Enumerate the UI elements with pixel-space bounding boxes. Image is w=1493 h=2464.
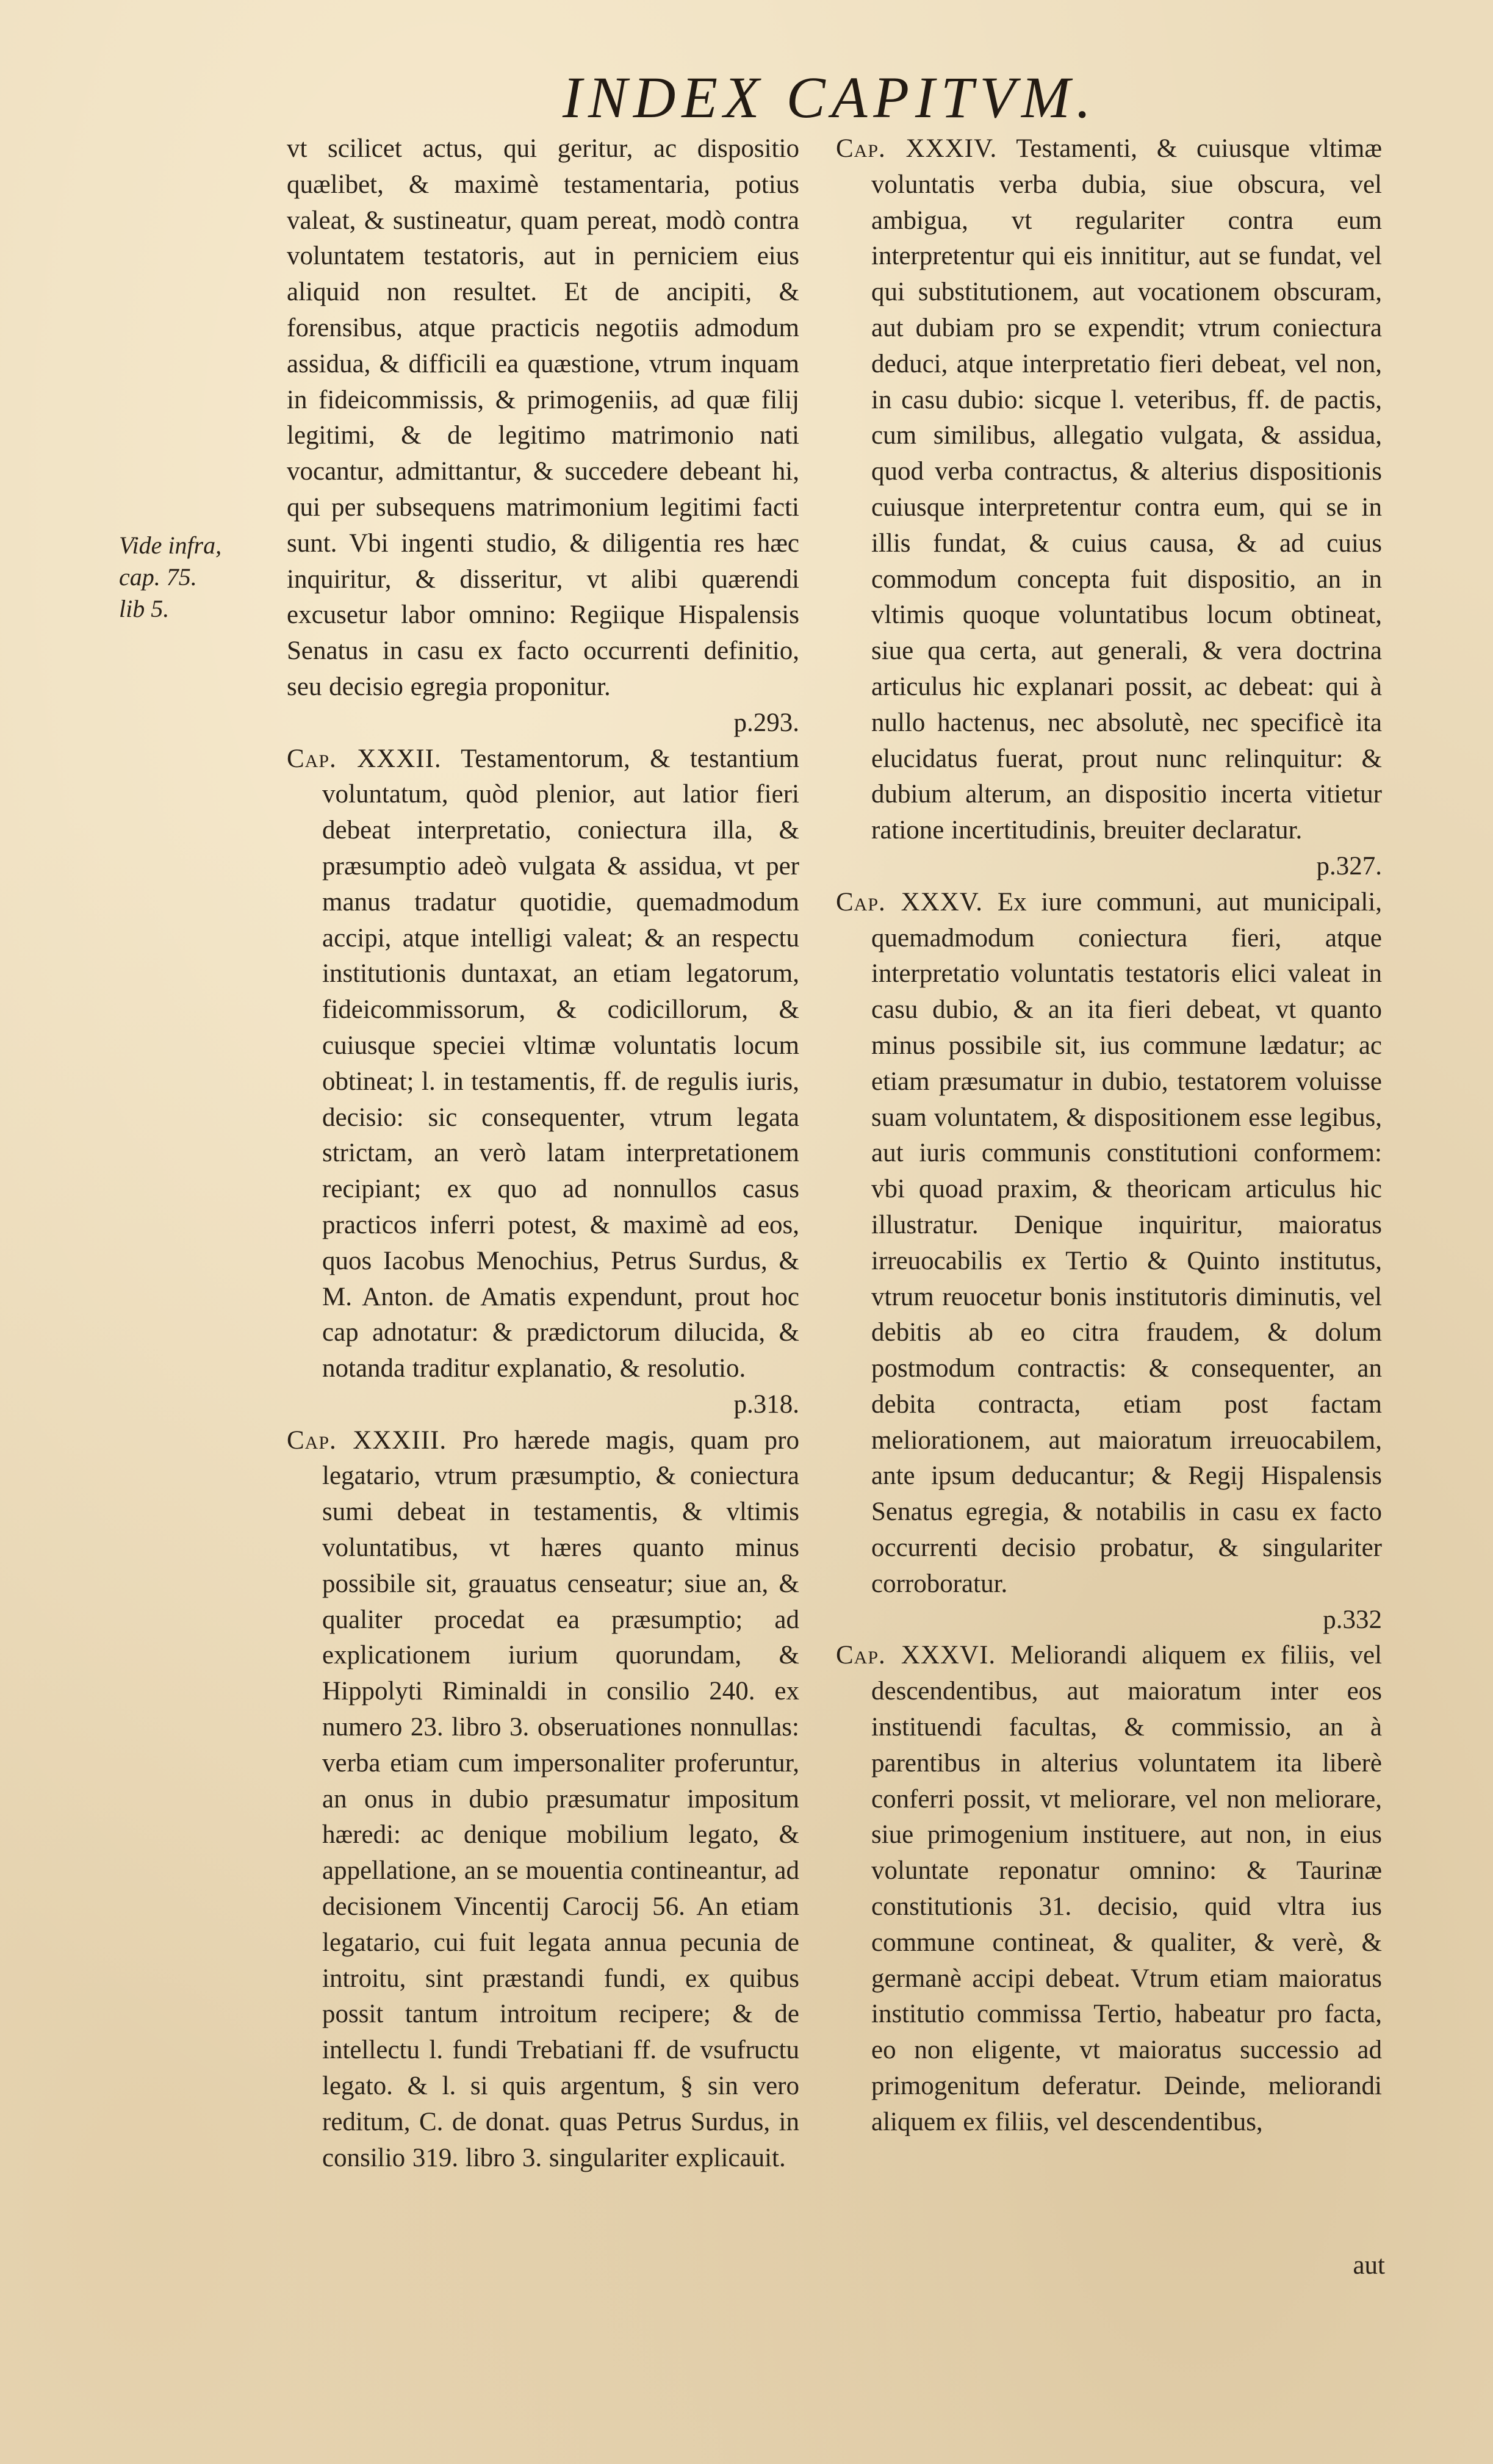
chapter-label: Cap. XXXIII. [287,1425,447,1455]
chapter-entry [836,131,1382,885]
chapter-entry [287,1423,799,2177]
marginal-note-line: cap. 75. [119,563,197,591]
page-reference: p.318. [733,1389,799,1419]
chapter-entry [836,1638,1382,2140]
chapter-entry [287,741,799,1423]
chapter-summary: Testamenti, & cuiusque vltimæ voluntatis verba dubia, siue obscura, vel ambigua, vt regulariter contra eum interpretentur qui eis innititur, aut se fundat, vel qui substitutionem, aut vocationem obscuram, aut dubiam pro se expendit; vtrum coniectura deduci, atque interpretatio fieri debeat, vel non, in casu dubio: sicque l. veteribus, ff. de pactis, cum similibus, allegatio vulgata, & assidua, quod verba contractus, & alterius dispositionis cuiusque interpretentur contra eum, qui se in illis fundat, & cuius causa, & ad cuius commodum concepta fuit dispositio, an in vltimis quoque voluntatibus locum obtineat, siue qua certa, aut generali, & vera doctrina articulus hic explanari possit, ac debeat: qui à nullo hactenus, nec absolutè, nec specificè ita elucidatus fuerat, prout nunc relinquitur: & dubium alterum, an dispositio incerta vitietur ratione incertitudinis, breuiter declaratur. [871,134,1382,845]
marginal-note [119,530,259,625]
chapter-label: Cap. XXXII. [287,744,442,773]
continued-entry [287,131,799,741]
right-column [836,131,1382,2141]
page-reference: p.293. [733,708,799,737]
marginal-note-line: lib 5. [119,595,170,622]
page-reference: p.327. [1316,851,1382,881]
chapter-summary: Pro hærede magis, quam pro legatario, vtrum præsumptio, & coniectura sumi debeat in testamentis, & vltimis voluntatibus, vt hæres quanto minus possibile sit, grauatus censeatur; siue an, & qualiter procedat ea præsumptio; ad explicationem iurium quorundam, & Hippolyti Riminaldi in consilio 240. ex numero 23. libro 3. obseruationes nonnullas: verba etiam cum impersonaliter proferuntur, an onus in dubio præsumatur impositum hæredi: ac denique mobilium legato, & appellatione, an se mouentia contineantur, ad decisionem Vincentij Carocij 56. An etiam legatario, cui fuit legata annua pecunia de introitu, sint præstandi fundi, ex quibus possit tantum introitum recipere; & de intellectu l. fundi Trebatiani ff. de vsufructu legato. & l. si quis argentum, § sin vero reditum, C. de donat. quas Petrus Surdus, in consilio 319. libro 3. singulariter explicauit. [322,1425,799,2172]
entry-text: vt scilicet actus, qui geritur, ac dispositio quælibet, & maximè testamentaria, potius valeat, & sustineatur, quam pereat, modò contra voluntatem testatoris, aut in perniciem eius aliquid non resultet. Et de ancipiti, & forensibus, atque practicis negotiis admodum assidua, & difficili ea quæstione, vtrum inquam in fideicommissis, & primogeniis, ad quæ filij legitimi, & de legitimo matrimonio nati vocantur, admittantur, & succedere debeant hi, qui per subsequens matrimonium legitimi facti sunt. Vbi ingenti studio, & diligentia res hæc inquiritur, & disseritur, vt alibi quærendi excusetur labor omnino: Regiique Hispalensis Senatus in casu ex facto occurrenti definitio, seu decisio egregia proponitur. [287,134,799,701]
running-head: INDEX CAPITVM. [563,65,1097,130]
marginal-note-line: Vide infra, [119,531,222,559]
chapter-label: Cap. XXXVI. [836,1641,996,1670]
chapter-summary: Meliorandi aliquem ex filiis, vel descendentibus, aut maioratum inter eos instituendi facultas, & commissio, an à parentibus in alterius voluntatem ita liberè conferri possit, vt meliorare, vel non meliorare, siue primogenium instituere, aut non, in eius voluntate reponatur omnino: & Taurinæ constitutionis 31. decisio, quid vltra ius commune contineat, & qualiter, & verè, & germanè accipi debeat. Vtrum etiam maioratus institutio commissa Tertio, habeatur pro facta, eo non eligente, vt maioratus successio ad primogenitum deferatur. Deinde, meliorandi aliquem ex filiis, vel descendentibus, [871,1641,1382,2136]
chapter-label: Cap. XXXV. [836,887,984,917]
catchword: aut [1353,2251,1385,2280]
chapter-entry [836,885,1382,1638]
chapter-summary: Ex iure communi, aut municipali, quemadmodum coniectura fieri, atque interpretatio voluntatis testatoris elici valeat in casu dubio, & an ita fieri debeat, vt quanto minus possibile sit, ius commune lædatur; ac etiam præsumatur in dubio, testatorem voluisse suam voluntatem, & dispositionem esse legibus, aut iuris communis constitutioni conformem: vbi quoad praxim, & theoricam articulus hic illustratur. Denique inquiritur, maioratus irreuocabilis ex Tertio & Quinto institutus, vtrum reuocetur bonis institutoris diminutis, vel debitis ab eo citra fraudem, & dolum postmodum contractis: & consequenter, an debita contracta, etiam post factam meliorationem, aut maioratum irreuocabilem, ante ipsum deducantur; & Regij Hispalensis Senatus egregia, & notabilis in casu ex facto occurrenti decisio probatur, & singulariter corroboratur. [871,887,1383,1598]
page-reference: p.332 [1323,1605,1382,1634]
chapter-summary: Testamentorum, & testantium voluntatum, quòd plenior, aut latior fieri debeat interpretatio, coniectura illa, & præsumptio adeò vulgata & assidua, vt per manus tradatur quotidie, quemadmodum accipi, atque intelligi valeat; & an respectu institutionis duntaxat, an etiam legatorum, fideicommissorum, & codicillorum, & cuiusque speciei vltimæ voluntatis locum obtineat; l. in testamentis, ff. de regulis iuris, decisio: sic consequenter, vtrum legata strictam, an verò latam interpretationem recipiant; ex quo ad nonnullos casus practicos inferri potest, & maximè ad eos, quos Iacobus Menochius, Petrus Surdus, & M. Anton. de Amatis expendunt, prout hoc cap adnotatur: & prædictorum dilucida, & notanda traditur explanatio, & resolutio. [322,744,799,1383]
left-column [287,131,799,2176]
chapter-label: Cap. XXXIV. [836,134,998,163]
